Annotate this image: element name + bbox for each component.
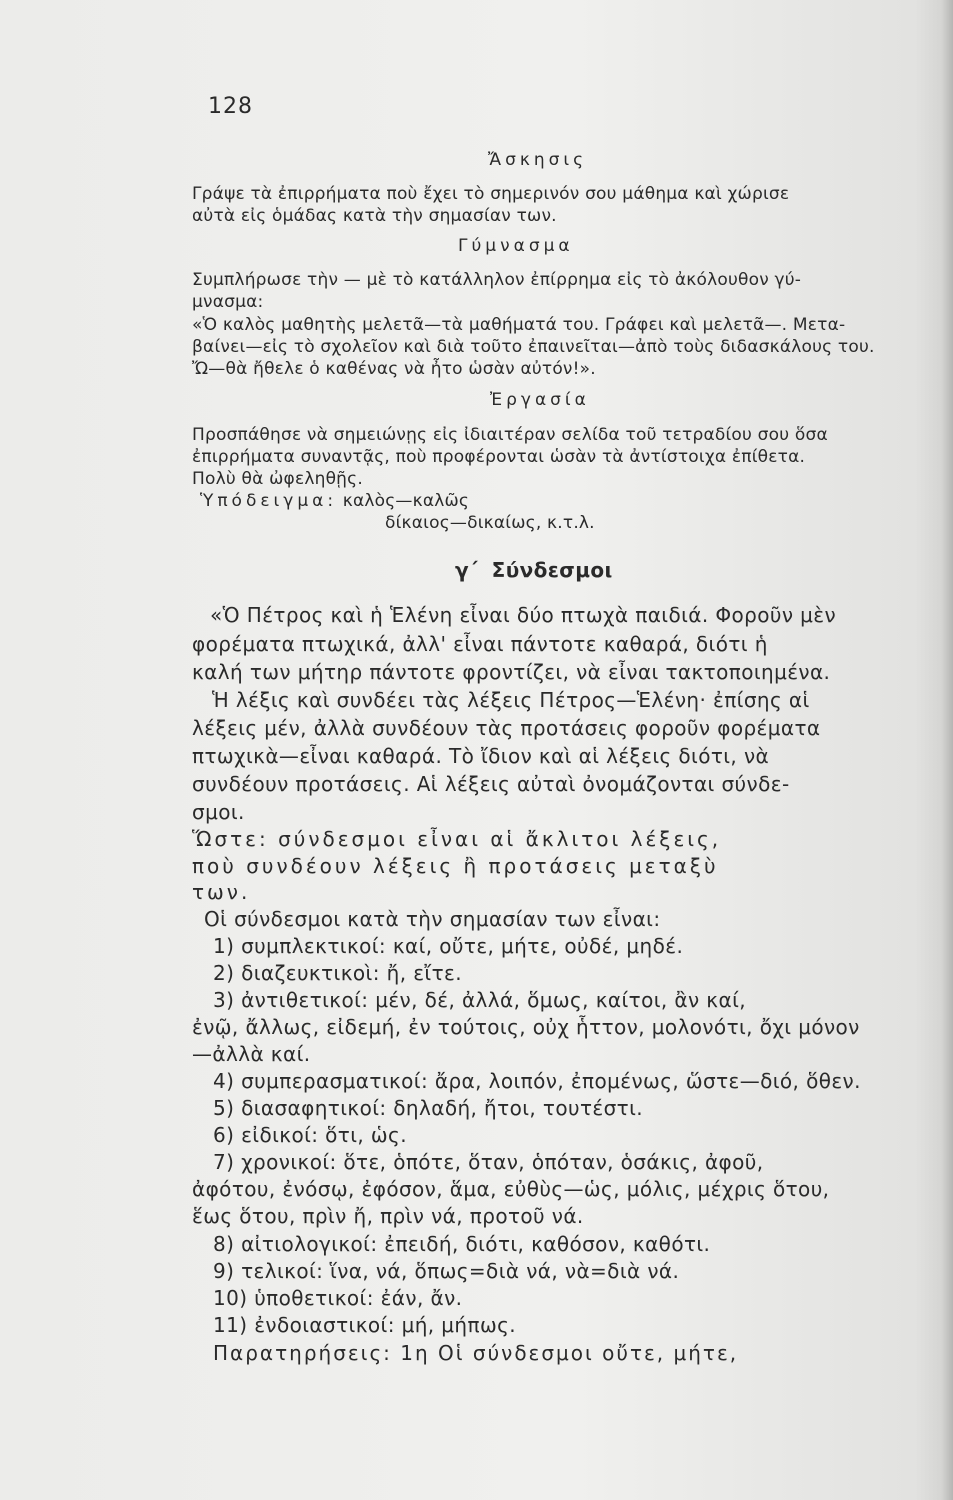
gymnasma-line: βαίνει—εἰς τὸ σχολεῖον καὶ διὰ τοῦτο ἐπαινεῖται—ἀπὸ τοὺς διδασκάλους του. bbox=[192, 337, 875, 357]
ergasia-line: Πολὺ θὰ ὠφεληθῇς. bbox=[192, 469, 363, 489]
body-line: συνδέουν προτάσεις. Αἱ λέξεις αὐταὶ ὀνομάζονται σύνδε- bbox=[192, 772, 790, 796]
gymnasma-line: Συμπλήρωσε τὴν — μὲ τὸ κατάλληλον ἐπίρρημα εἰς τὸ ἀκόλουθον γύ- bbox=[192, 270, 802, 290]
list-item: 3) ἀντιθετικοί: μέν, δέ, ἀλλά, ὅμως, καίτοι, ἂν καί, bbox=[213, 988, 746, 1012]
section-title: Σύνδεσμοι bbox=[491, 558, 613, 582]
list-item: 5) διασαφητικοί: δηλαδή, ἤτοι, τουτέστι. bbox=[213, 1096, 644, 1120]
gymnasma-line: «Ὁ καλὸς μαθητὴς μελετᾶ—τὰ μαθήματά του. Γράφει καὶ μελετᾶ—. Μετα- bbox=[192, 315, 846, 335]
body-line: λέξεις μέν, ἀλλὰ συνδέουν τὰς προτάσεις φοροῦν φορέματα bbox=[192, 716, 821, 740]
list-item: 2) διαζευκτικοὶ: ἤ, εἴτε. bbox=[213, 961, 462, 985]
body-line: σμοι. bbox=[192, 800, 245, 824]
gymnasma-line: μνασμα: bbox=[192, 292, 264, 312]
example-second: δίκαιος—δικαίως, κ.τ.λ. bbox=[385, 513, 595, 533]
exercise-line: Γράψε τὰ ἐπιρρήματα ποὺ ἔχει τὸ σημερινόν σου μάθημα καὶ χώρισε bbox=[192, 184, 790, 204]
body-line: καλή των μήτηρ πάντοτε φροντίζει, νὰ εἶναι τακτοποιημένα. bbox=[192, 660, 831, 684]
page-edge-shadow bbox=[941, 0, 953, 1500]
exercise-line: αὐτὰ εἰς ὁμάδας κατὰ τὴν σημασίαν των. bbox=[192, 206, 557, 226]
list-item: 7) χρονικοί: ὅτε, ὁπότε, ὅταν, ὁπόταν, ὁσάκις, ἀφοῦ, bbox=[213, 1150, 764, 1174]
ergasia-line: ἐπιρρήματα συναντᾷς, ποὺ προφέρονται ὡσὰν τὰ ἀντίστοιχα ἐπίθετα. bbox=[192, 447, 806, 467]
list-item: 1) συμπλεκτικοί: καί, οὔτε, μήτε, οὐδέ, μηδέ. bbox=[213, 934, 684, 958]
remarks-line: Παρατηρήσεις: 1η Οἱ σύνδεσμοι οὔτε, μήτε, bbox=[213, 1341, 739, 1365]
example-label-text: Ὑπόδειγμα: bbox=[200, 491, 338, 511]
gymnasma-line: Ὤ—θὰ ἤθελε ὁ καθένας νὰ ἦτο ὡσὰν αὐτόν!». bbox=[192, 359, 596, 379]
example-label bbox=[200, 491, 469, 511]
list-item: ἐνῷ, ἄλλως, εἰδεμή, ἐν τούτοις, οὐχ ἧττον, μολονότι, ὄχι μόνον bbox=[192, 1015, 860, 1039]
ergasia-title: Ἐργασία bbox=[490, 390, 590, 410]
section-number: γ΄ bbox=[455, 558, 479, 582]
list-item: —ἀλλὰ καί. bbox=[192, 1042, 311, 1066]
list-item: ἕως ὅτου, πρὶν ἤ, πρὶν νά, προτοῦ νά. bbox=[192, 1204, 584, 1228]
list-item: 10) ὑποθετικοί: ἐάν, ἄν. bbox=[213, 1286, 463, 1310]
list-item: 8) αἰτιολογικοί: ἐπειδή, διότι, καθόσον, καθότι. bbox=[213, 1232, 711, 1256]
list-intro: Οἱ σύνδεσμοι κατὰ τὴν σημασίαν των εἶναι: bbox=[204, 907, 661, 931]
list-item: 9) τελικοί: ἵνα, νά, ὅπως=διὰ νά, νὰ=διὰ νά. bbox=[213, 1259, 680, 1283]
example-first: καλὸς—καλῶς bbox=[342, 491, 470, 511]
list-item: 11) ἐνδοιαστικοί: μή, μήπως. bbox=[213, 1313, 516, 1337]
definition-line: των. bbox=[192, 880, 251, 904]
body-line: πτωχικὰ—εἶναι καθαρά. Τὸ ἴδιον καὶ αἱ λέξεις διότι, νὰ bbox=[192, 744, 770, 768]
gymnasma-title: Γύμνασμα bbox=[458, 236, 574, 256]
list-item: ἀφότου, ἐνόσῳ, ἐφόσον, ἅμα, εὐθὺς—ὡς, μόλις, μέχρις ὅτου, bbox=[192, 1177, 830, 1201]
body-line: «Ὁ Πέτρος καὶ ἡ Ἑλένη εἶναι δύο πτωχὰ παιδιά. Φοροῦν μὲν bbox=[210, 603, 837, 627]
list-item: 4) συμπερασματικοί: ἄρα, λοιπόν, ἐπομένως, ὥστε—διό, ὅθεν. bbox=[213, 1069, 861, 1093]
ergasia-line: Προσπάθησε νὰ σημειώνῃς εἰς ἰδιαιτέραν σελίδα τοῦ τετραδίου σου ὅσα bbox=[192, 425, 828, 445]
definition-line: ποὺ συνδέουν λέξεις ἢ προτάσεις μεταξὺ bbox=[192, 854, 719, 878]
section-heading bbox=[455, 558, 613, 582]
list-item: 6) εἰδικοί: ὅτι, ὡς. bbox=[213, 1123, 407, 1147]
body-line: φορέματα πτωχικά, ἀλλ' εἶναι πάντοτε καθαρά, διότι ἡ bbox=[192, 632, 768, 656]
exercise-title: Ἄσκησις bbox=[488, 150, 588, 170]
body-line: Ἡ λέξις καὶ συνδέει τὰς λέξεις Πέτρος—Ἑλένη· ἐπίσης αἱ bbox=[212, 688, 810, 712]
definition-line: Ὥστε: σύνδεσμοι εἶναι αἱ ἄκλιτοι λέξεις, bbox=[192, 827, 722, 851]
page-number: 128 bbox=[208, 94, 253, 119]
